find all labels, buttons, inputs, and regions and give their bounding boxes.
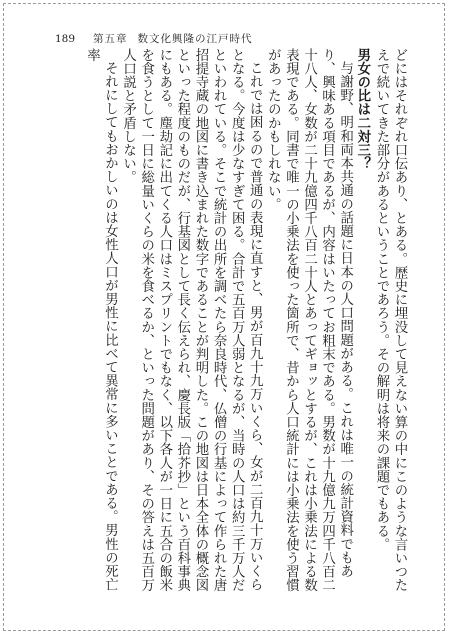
running-header (55, 31, 253, 47)
section-title: 数文化興隆の江戸時代 (137, 33, 253, 45)
book-page (3, 3, 445, 631)
vertical-text-body (52, 48, 408, 604)
subheading: 男女の比は二対三？ (354, 48, 371, 171)
page-number: 189 (55, 33, 76, 45)
paragraph: これでは困るので普通の表現に直すと、男が百九十九万いくら、女が二百九十万いくらとなる。今度は少なすぎて困る。合計で五百万人弱となるが、当時の人口は約三千万人だといわれている。そこで統計の出所を調べたら奈良時代、仏僧の行基によって作られた唐招提寺蔵の地図に書き込まれた数字であることが判明した。この地図は日本全体の概念図といった程度のものだが、行基図として長く伝えられ、慶長版「拾芥抄」という百科事典にもある。塵劫記に出てくる人口はミスプリントでもなく、以下各人が一日に五合の飯米を食うとして一日に総量いくらの米を食べるか、といった問題があり、その答えは五百万人口説と矛盾しない。 (120, 48, 263, 592)
paragraph: 与謝野、明和両本共通の話題に日本の人口問題がある。これは唯一の統計資料でもあり、興味ある項目であるが、内容はいたってお粗末である。男数が十九億九万四千八百二十八人、女数が二十九億四千八百二十人とあってギョッとするが、これは小乗法による数表現である。同書で唯一の小乗法を使った箇所で、昔から人口統計には小乗法を使う習慣があったのかもしれない。 (265, 48, 353, 592)
chapter-label: 第五章 (93, 33, 128, 45)
paragraph: それにしてもおかしいのは女性人口が男性に比べて異常に多いことである。男性の死亡率 (84, 48, 118, 592)
paragraph-continued: どにはそれぞれ口伝あり、とある。歴史に埋没して見えない算の中にこのような言いつたえで続いてきた部分があるということであろう。その解明は将来の課題でもある。 (373, 48, 407, 592)
